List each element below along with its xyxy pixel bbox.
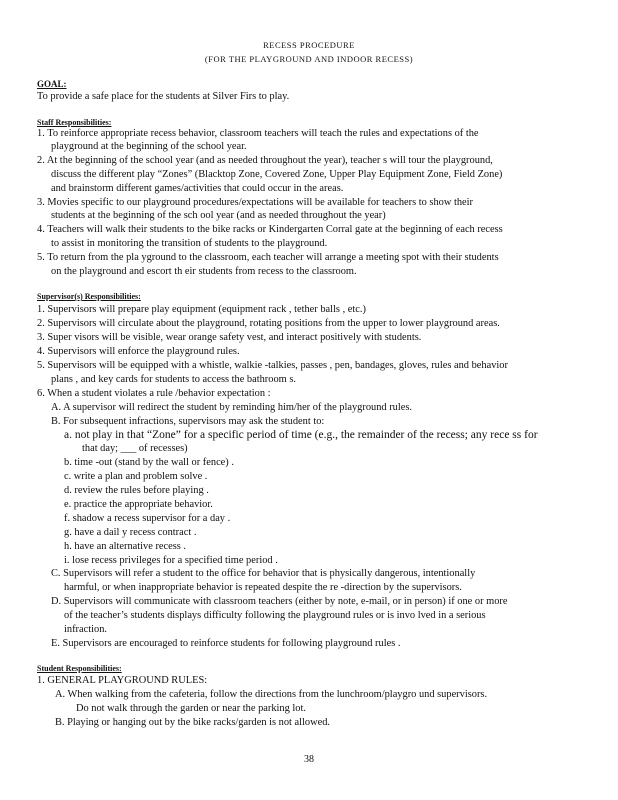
- student-line: 1. GENERAL PLAYGROUND RULES:: [37, 675, 208, 686]
- goal-heading: GOAL:: [37, 79, 67, 89]
- staff-line: to assist in monitoring the transition of students to the playground.: [51, 238, 328, 249]
- staff-heading: Staff Responsibilities:: [37, 118, 112, 127]
- supervisor-line: e. practice the appropriate behavior.: [64, 499, 213, 510]
- supervisor-line: D. Supervisors will communicate with classroom teachers (either by note, e-mail, or in person) if one or more: [51, 596, 508, 607]
- supervisor-line: f. shadow a recess supervisor for a day .: [64, 513, 231, 524]
- supervisor-line: 5. Supervisors will be equipped with a whistle, walkie -talkies, passes , pen, bandages, gloves, rules and behavior: [37, 360, 508, 371]
- staff-line: 4. Teachers will walk their students to the bike racks or Kindergarten Corral gate at the beginning of each recess: [37, 224, 503, 235]
- supervisor-line: of the teacher’s students displays difficulty following the playground rules or is invo lved in a serious: [64, 610, 486, 621]
- supervisor-line: that day; ___ of recesses): [82, 443, 188, 454]
- document-title-line-1: RECESS PROCEDURE: [263, 40, 355, 50]
- staff-line: 5. To return from the pla yground to the classroom, each teacher will arrange a meeting spot with their students: [37, 252, 499, 263]
- staff-line: playground at the beginning of the school year.: [51, 141, 247, 152]
- supervisor-line: 1. Supervisors will prepare play equipment (equipment rack , tether balls , etc.): [37, 304, 366, 315]
- supervisor-line: B. For subsequent infractions, supervisors may ask the student to:: [51, 416, 325, 427]
- supervisor-line: A. A supervisor will redirect the student by reminding him/her of the playground rules.: [51, 402, 413, 413]
- supervisor-line: E. Supervisors are encouraged to reinforce students for following playground rules .: [51, 638, 401, 649]
- supervisor-line: g. have a dail y recess contract .: [64, 527, 197, 538]
- staff-line: 3. Movies specific to our playground procedures/expectations will be available for teachers to show their: [37, 197, 473, 208]
- supervisor-line: C. Supervisors will refer a student to the office for behavior that is physically dangerous, intentionally: [51, 568, 476, 579]
- supervisor-line: i. lose recess privileges for a specified time period .: [64, 555, 278, 566]
- supervisor-line: a. not play in that “Zone” for a specific period of time (e.g., the remainder of the recess; any rece ss for: [64, 429, 538, 441]
- student-heading: Student Responsibilities:: [37, 664, 122, 673]
- supervisor-line: plans , and key cards for students to access the bathroom s.: [51, 374, 296, 385]
- student-line: A. When walking from the cafeteria, follow the directions from the lunchroom/playgro und supervisors.: [55, 689, 488, 700]
- supervisor-line: infraction.: [64, 624, 107, 635]
- supervisor-line: 4. Supervisors will enforce the playground rules.: [37, 346, 240, 357]
- supervisor-line: b. time -out (stand by the wall or fence) .: [64, 457, 234, 468]
- supervisor-line: 3. Super visors will be visible, wear orange safety vest, and interact positively with students.: [37, 332, 422, 343]
- staff-line: and brainstorm different games/activities that could occur in the areas.: [51, 183, 344, 194]
- supervisor-line: 6. When a student violates a rule /behavior expectation :: [37, 388, 271, 399]
- supervisor-line: harmful, or when inappropriate behavior is repeated despite the re -direction by the supervisors.: [64, 582, 462, 593]
- supervisor-line: h. have an alternative recess .: [64, 541, 187, 552]
- supervisor-line: d. review the rules before playing .: [64, 485, 209, 496]
- supervisor-line: c. write a plan and problem solve .: [64, 471, 208, 482]
- staff-line: 2. At the beginning of the school year (and as needed throughout the year), teacher s will tour the playground,: [37, 155, 493, 166]
- document-title-line-2: (FOR THE PLAYGROUND AND INDOOR RECESS): [204, 54, 414, 64]
- staff-line: students at the beginning of the sch ool year (and as needed throughout the year): [51, 210, 386, 221]
- supervisor-line: 2. Supervisors will circulate about the playground, rotating positions from the upper to lower playground areas.: [37, 318, 500, 329]
- student-line: Do not walk through the garden or near the parking lot.: [76, 703, 306, 714]
- student-line: B. Playing or hanging out by the bike racks/garden is not allowed.: [55, 717, 331, 728]
- page-number: 38: [304, 754, 314, 765]
- staff-line: discuss the different play “Zones” (Blacktop Zone, Covered Zone, Upper Play Equipment Zone, Field Zone): [51, 169, 503, 180]
- staff-line: 1. To reinforce appropriate recess behavior, classroom teachers will teach the rules and expectations of the: [37, 128, 479, 139]
- supervisors-heading: Supervisor(s) Responsibilities:: [37, 292, 141, 301]
- goal-text: To provide a safe place for the students at Silver Firs to play.: [37, 91, 290, 102]
- staff-line: on the playground and escort th eir students from recess to the classroom.: [51, 266, 357, 277]
